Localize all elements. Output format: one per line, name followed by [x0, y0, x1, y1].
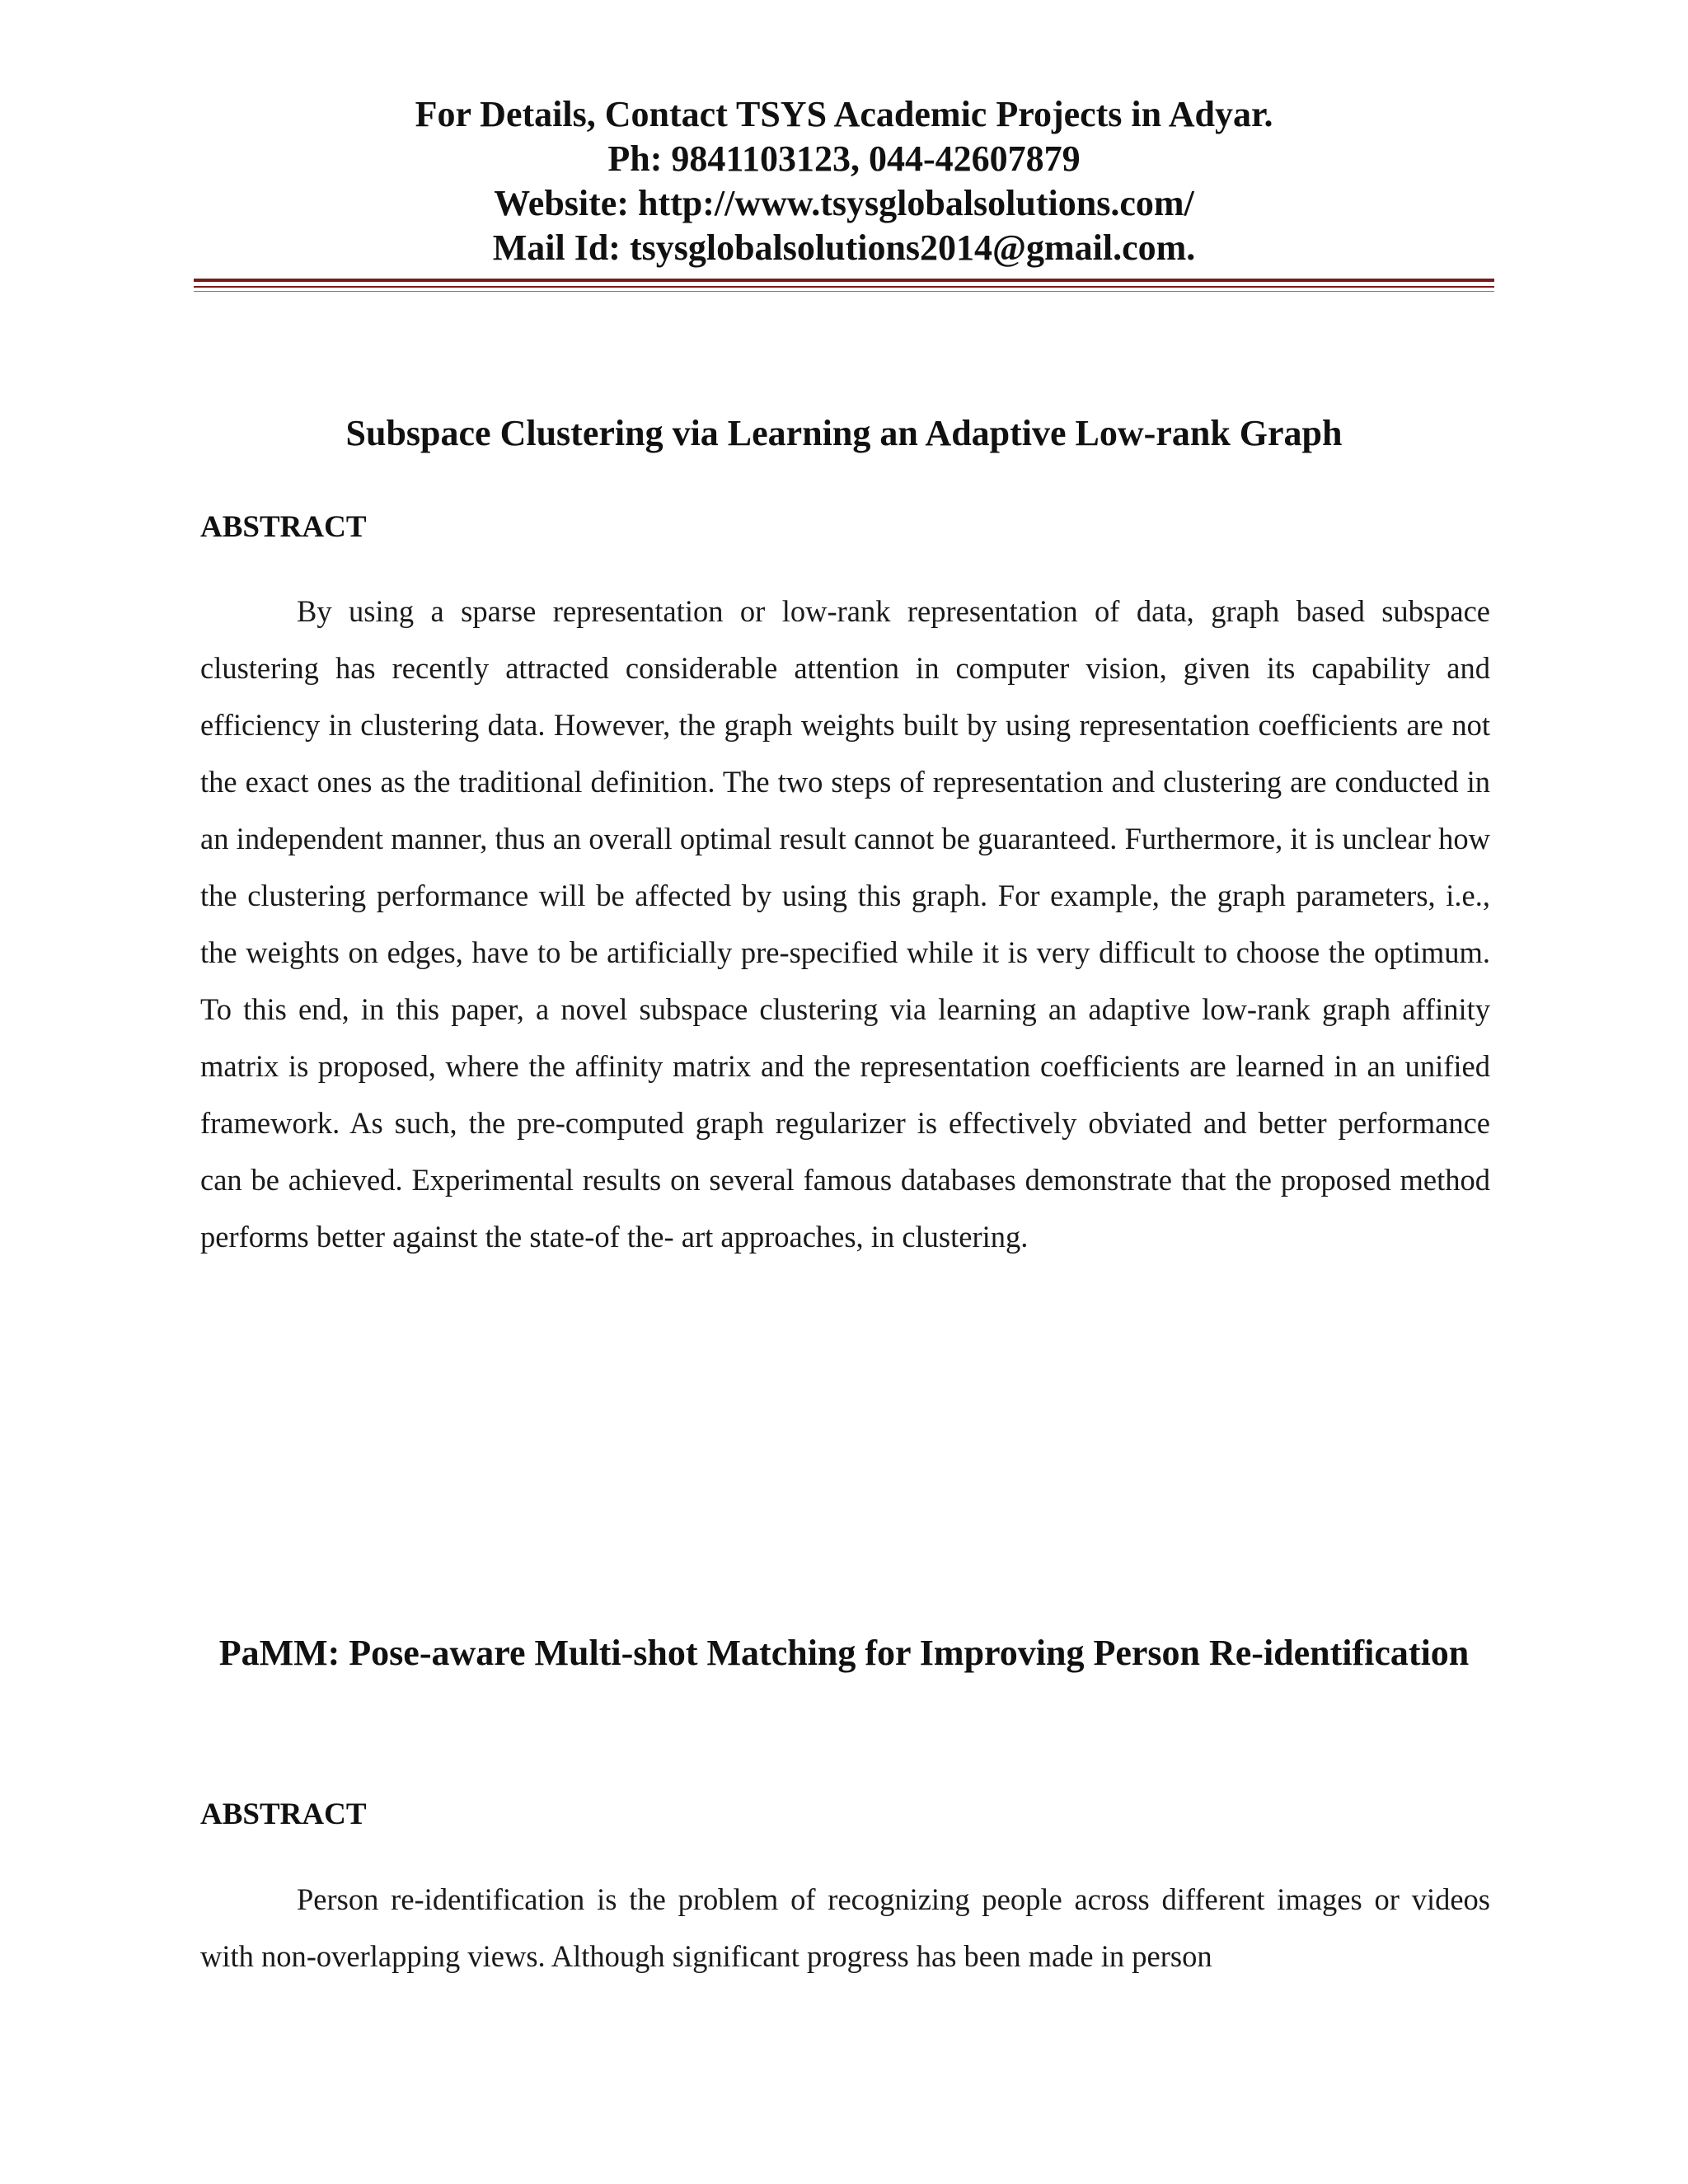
header-divider-thin	[194, 286, 1494, 288]
header-contact-line: For Details, Contact TSYS Academic Projects in Adyar.	[415, 94, 1273, 134]
header-mail-line: Mail Id: tsysglobalsolutions2014@gmail.com.	[492, 227, 1196, 268]
abstract-body-2: Person re-identification is the problem of recognizing people across different images or videos with non-overlapping views. Although significant progress has been made in person	[200, 1882, 1490, 1973]
abstract-heading-1: ABSTRACT	[200, 510, 367, 544]
paper-title-1: Subspace Clustering via Learning an Adaptive Low-rank Graph	[345, 413, 1343, 453]
paper-title-2: PaMM: Pose-aware Multi-shot Matching for Improving Person Re-identification	[218, 1633, 1470, 1673]
contact-header	[194, 92, 1494, 270]
header-divider-hairline	[194, 291, 1494, 292]
abstract-body-1: By using a sparse representation or low-rank representation of data, graph based subspace clustering has recently attracted considerable attention in computer vision, given its capability and efficiency in clustering data. However, the graph weights built by using representation coefficients are not the exact ones as the traditional definition. The two steps of representation and clustering are conducted in an independent manner, thus an overall optimal result cannot be guaranteed. Furthermore, it is unclear how the clustering performance will be affected by using this graph. For example, the graph parameters, i.e., the weights on edges, have to be artificially pre-specified while it is very difficult to choose the optimum. To this end, in this paper, a novel subspace clustering via learning an adaptive low-rank graph affinity matrix is proposed, where the affinity matrix and the representation coefficients are learned in an unified framework. As such, the pre-computed graph regularizer is effectively obviated and better performance can be achieved. Experimental results on several famous databases demonstrate that the proposed method performs better against the state-of the- art approaches, in clustering.	[200, 594, 1490, 1254]
header-phone-line: Ph: 9841103123, 044-42607879	[607, 138, 1081, 179]
abstract-heading-2: ABSTRACT	[200, 1797, 367, 1831]
header-website-line: Website: http://www.tsysglobalsolutions.com/	[494, 183, 1194, 223]
header-divider-thick	[194, 279, 1494, 282]
